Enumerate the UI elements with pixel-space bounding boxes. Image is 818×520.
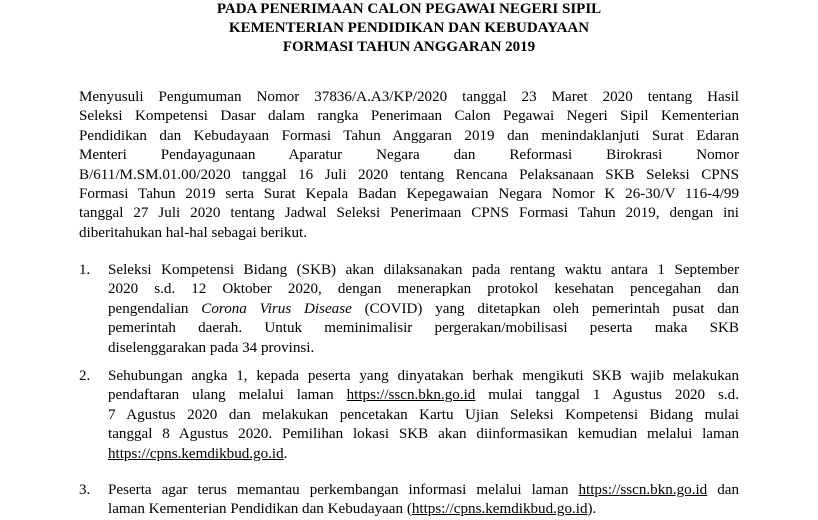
item-text-segment: pendaftaran ulang melalui laman [108,387,347,404]
item-line: tanggal 8 Agustus 2020. Pemilihan lokasi SKB akan diinformasikan kemudian melalui laman [108,426,739,443]
item-text-segment: laman Kementerian Pendidikan dan Kebudayaan ( [108,501,412,518]
item-line [108,300,739,319]
item-3-number: 3. [79,482,91,498]
item-text-segment: dan [707,482,739,498]
cpns-link[interactable]: https://cpns.kemdikbud.go.id [108,445,284,462]
intro-line: Menteri Pendayagunaan Aparatur Negara dan Reformasi Birokrasi Nomor [79,147,739,164]
item-2-number: 2. [79,368,91,384]
item-line: Seleksi Kompetensi Bidang (SKB) akan dilaksanakan pada rentang waktu antara 1 September [108,262,739,278]
intro-line: B/611/M.SM.01.00/2020 tanggal 16 Juli 2020 tentang Rencana Pelaksanaan SKB Seleksi CPNS [79,166,739,183]
heading-line-2: KEMENTERIAN PENDIDIKAN DAN KEBUDAYAAN [228,20,590,36]
cpns-link[interactable]: https://cpns.kemdikbud.go.id [411,501,588,518]
intro-paragraph [79,88,739,243]
item-line [108,445,739,464]
intro-line: Menyusuli Pengumuman Nomor 37836/A.A3/KP/2020 tanggal 23 Maret 2020 tentang Hasil [79,89,739,105]
item-text-segment: pengendalian [108,300,202,317]
item-text-segment: (COVID) yang ditetapkan oleh pemerintah pusat dan [351,300,739,317]
item-line: 2020 s.d. 12 Oktober 2020, dengan menerapkan protokol kesehatan pencegahan dan [108,281,739,298]
sscn-link[interactable]: https://sscn.bkn.go.id [346,387,476,404]
item-line [108,386,739,405]
intro-line: Pendidikan dan Kebudayaan Formasi Tahun Anggaran 2019 dan menindaklanjuti Surat Edaran [79,127,739,144]
item-text-segment: mulai tanggal 1 Agustus 2020 s.d. [475,387,739,404]
item-line: Sehubungan angka 1, kepada peserta yang dinyatakan berhak mengikuti SKB wajib melakukan [108,368,739,384]
item-1-text [108,261,739,358]
item-line: diselenggarakan pada 34 provinsi. [108,339,315,356]
italic-term: Corona Virus Disease [201,300,352,317]
sscn-link[interactable]: https://sscn.bkn.go.id [578,482,708,498]
intro-line: Seleksi Kompetensi Dasar dalam rangka Penerimaan Calon Pegawai Negeri Sipil Kementerian [79,108,739,125]
item-line: 7 Agustus 2020 dan melakukan pencetakan Kartu Ujian Seleksi Kompetensi Bidang mulai [108,406,739,423]
item-text-segment: ). [587,501,597,518]
intro-line: Formasi Tahun 2019 serta Surat Kepala Badan Kepegawaian Negara Nomor K 26-30/V 116-4/99 [79,185,739,202]
item-line: pemerintah daerah. Untuk meminimalisir pergerakan/mobilisasi peserta maka SKB [108,320,739,337]
item-line [108,500,739,519]
item-text-segment: . [283,445,288,462]
heading-line-3: FORMASI TAHUN ANGGARAN 2019 [282,39,536,55]
intro-line: tanggal 27 Juli 2020 tentang Jadwal Seleksi Penerimaan CPNS Formasi Tahun 2019, dengan ini [79,205,739,222]
item-1-number: 1. [79,262,91,278]
item-3-text [108,481,739,520]
item-text-segment: Peserta agar terus memantau perkembangan informasi melalui laman [108,482,579,498]
item-line [108,481,739,500]
intro-line: diberitahukan hal-hal sebagai berikut. [79,224,307,241]
heading-line-1: PADA PENERIMAAN CALON PEGAWAI NEGERI SIPIL [216,1,602,17]
item-2-text [108,367,739,464]
